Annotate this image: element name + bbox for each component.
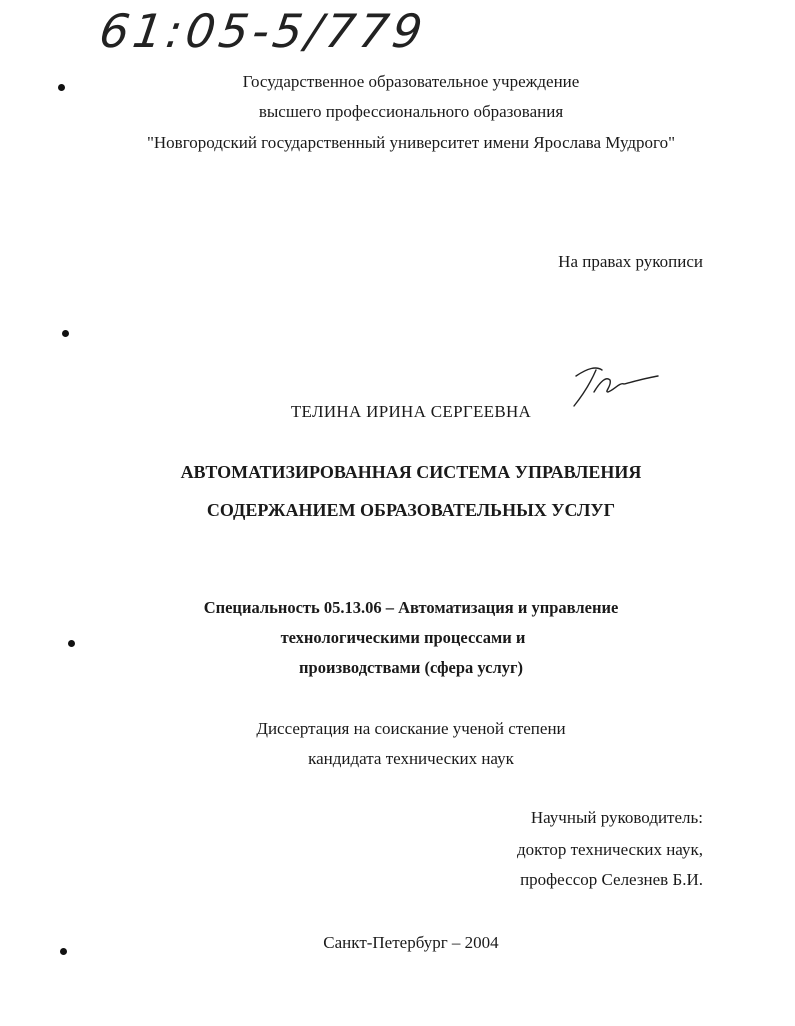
dissertation-title-line-2: СОДЕРЖАНИЕМ ОБРАЗОВАТЕЛЬНЫХ УСЛУГ [206, 500, 616, 520]
institution-line-1: Государственное образовательное учреждение [242, 72, 580, 91]
dissertation-degree-line-2: кандидата технических наук [308, 749, 514, 768]
dissertation-title-line-1: АВТОМАТИЗИРОВАННАЯ СИСТЕМА УПРАВЛЕНИЯ [180, 462, 642, 482]
specialty-line-3: производствами (сфера услуг) [299, 658, 523, 677]
supervisor-heading: Научный руководитель: [530, 808, 703, 827]
specialty-line-2: технологическими процессами и [280, 628, 526, 647]
author-name: ТЕЛИНА ИРИНА СЕРГЕЕВНА [290, 402, 532, 421]
city-year: Санкт-Петербург – 2004 [323, 933, 499, 952]
supervisor-name: профессор Селезнев Б.И. [520, 870, 703, 889]
manuscript-note: На правах рукописи [558, 252, 703, 271]
supervisor-degree: доктор технических наук, [516, 840, 703, 859]
institution-line-2: высшего профессионального образования [258, 102, 564, 121]
institution-line-3: "Новгородский государственный университет имени Ярослава Мудрого" [146, 133, 676, 152]
archive-number-handwritten: 61:05-5/779 [96, 4, 430, 58]
dissertation-degree-line-1: Диссертация на соискание ученой степени [256, 719, 566, 738]
specialty-line-1: Специальность 05.13.06 – Автоматизация и управление [203, 598, 619, 617]
scan-dot-mark [62, 330, 69, 337]
